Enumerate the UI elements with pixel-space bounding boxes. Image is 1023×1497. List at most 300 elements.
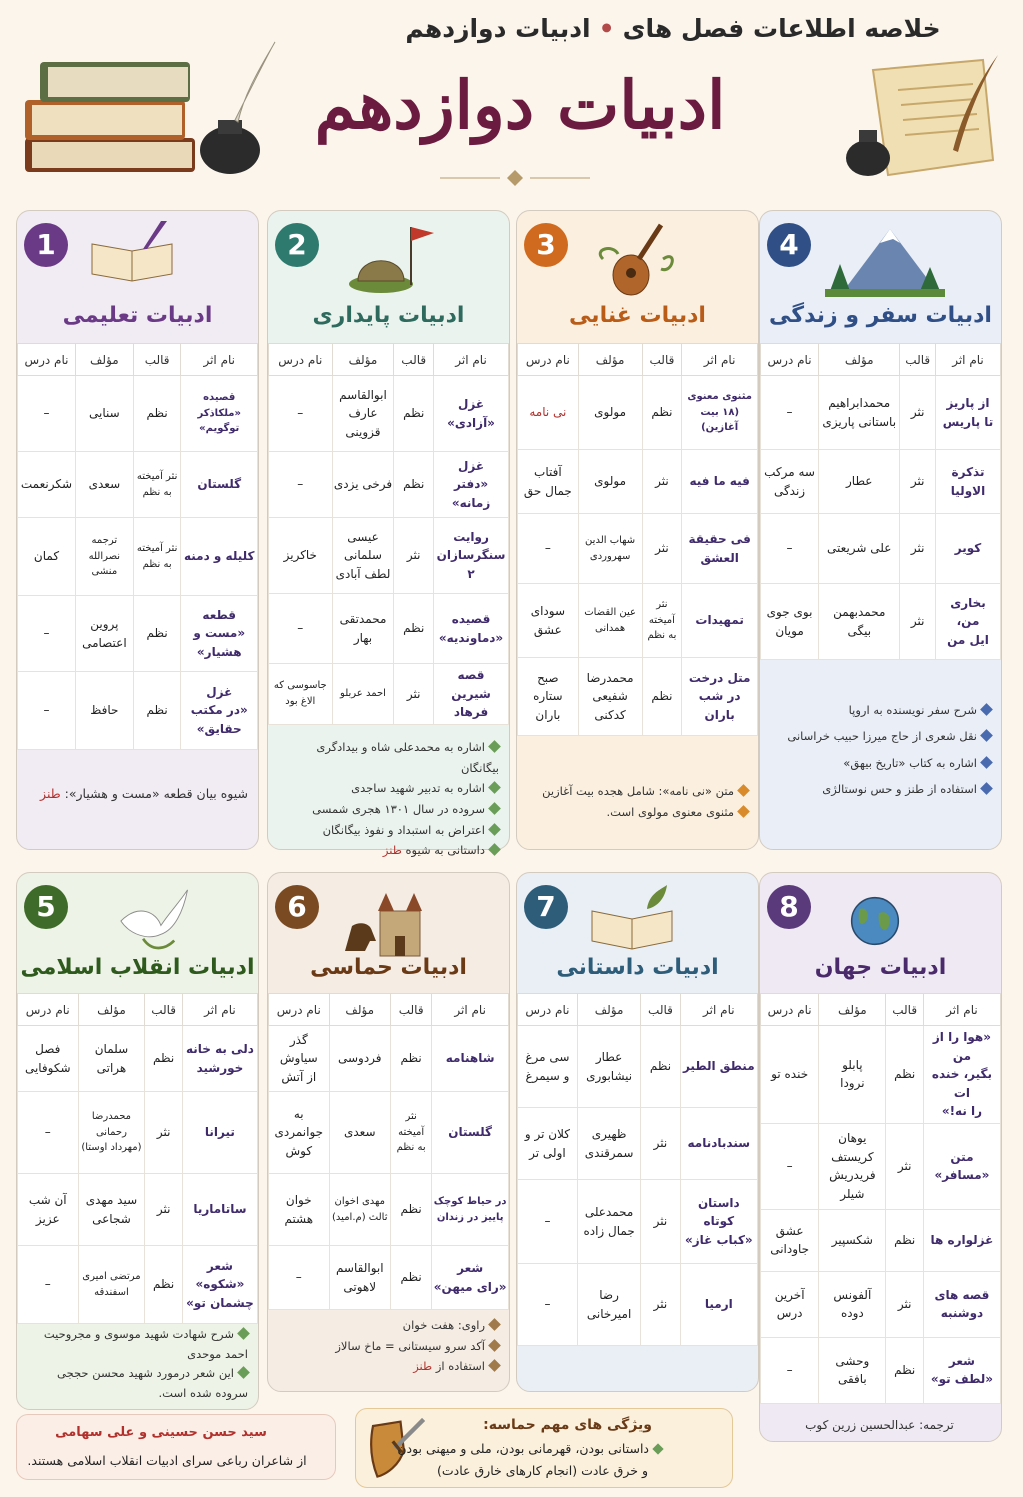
form-cell: نثر — [900, 376, 936, 450]
table-row — [269, 1026, 509, 1092]
note-item — [276, 820, 499, 841]
note-text: داستانی به شیوه — [405, 843, 485, 858]
bullet-icon — [652, 1443, 663, 1454]
table-header-row — [269, 344, 509, 376]
ornament-divider-icon — [440, 168, 590, 188]
works-table — [760, 343, 1001, 660]
note-text: آکد سرو سیستانی = ماخ سالاز — [335, 1338, 485, 1353]
lesson-cell: – — [761, 514, 819, 584]
author-cell: مهدی اخوان ثالث (م.امید) — [329, 1174, 390, 1246]
panel-1 — [16, 210, 259, 850]
table-row — [518, 514, 758, 584]
form-cell: نظم — [641, 1026, 680, 1108]
lesson-cell: آن شب عزیز — [18, 1174, 79, 1246]
note-text: شرح شهادت شهید موسوی و مجروحیت احمد موحدی — [43, 1327, 248, 1361]
author-cell: فردوسی — [329, 1026, 390, 1092]
note-text: راوی: هفت خوان — [402, 1318, 485, 1332]
lesson-cell: به جوانمردی کوش — [269, 1092, 330, 1174]
work-cell: شعر «شکوه» چشمان تو» — [182, 1246, 257, 1324]
form-cell: نثر — [394, 518, 434, 594]
work-cell: بخاری من، ایل من — [936, 584, 1001, 660]
lesson-cell: سی مرغ و سیمرغ — [518, 1026, 578, 1108]
author-cell: محمدرضا رحمانی (مهرداد اوستا) — [78, 1092, 145, 1174]
works-table — [17, 993, 258, 1324]
lesson-cell: – — [18, 672, 76, 750]
col-lesson: نام درس — [269, 994, 330, 1026]
form-cell: نظم — [145, 1026, 182, 1092]
col-lesson: نام درس — [518, 994, 578, 1026]
author-cell: سعدی — [75, 452, 133, 518]
work-cell: غزل «در مکتب حقایق» — [181, 672, 258, 750]
poets-text: از شاعران رباعی سرای ادبیات انقلاب اسلامی هستند. — [27, 1453, 307, 1468]
note-item — [525, 802, 748, 823]
work-cell: دلی به خانه خورشید — [182, 1026, 257, 1092]
lesson-cell: – — [269, 594, 333, 664]
author-cell: محمدعلی جمال زاده — [577, 1180, 640, 1264]
author-cell: محمدبهمن بیگی — [819, 584, 900, 660]
author-cell: پابلو نرودا — [819, 1026, 886, 1124]
panel-3 — [516, 210, 759, 850]
lesson-cell: خنده تو — [761, 1026, 819, 1124]
col-work: نام اثر — [181, 344, 258, 376]
col-form: قالب — [394, 344, 434, 376]
lesson-cell: شکرنعمت — [18, 452, 76, 518]
note-item — [25, 1364, 248, 1403]
work-cell: کویر — [936, 514, 1001, 584]
col-form: قالب — [145, 994, 182, 1026]
note-item — [276, 799, 499, 820]
lesson-cell: سودای عشق — [518, 584, 579, 658]
form-cell: نظم — [390, 1246, 431, 1310]
mountain-landscape-icon — [820, 219, 950, 299]
work-cell: قطعه «مست و هشیار» — [181, 596, 258, 672]
panel-title: ادبیات تعلیمی — [62, 303, 213, 328]
lesson-cell: – — [18, 376, 76, 452]
lesson-cell: جاسوسی که الاغ بود — [269, 664, 333, 725]
form-cell: نثر — [886, 1271, 923, 1337]
helmet-flag-icon — [346, 219, 436, 299]
panel-notes — [276, 737, 499, 861]
bullet-icon — [488, 782, 501, 795]
table-row — [18, 518, 258, 596]
note-item — [276, 1315, 499, 1336]
subtitle-main: خلاصه اطلاعات فصل های — [622, 14, 941, 43]
form-cell: نثر آمیخته به نظم — [133, 518, 181, 596]
work-cell: غزل «دفتر زمانه» — [434, 452, 509, 518]
form-cell: نظم — [642, 658, 682, 736]
header — [0, 0, 1023, 200]
table-header-row — [269, 994, 509, 1026]
author-cell: پروین اعتصامی — [75, 596, 133, 672]
panel-number-badge: 1 — [24, 223, 68, 267]
note-red: طنز — [382, 843, 402, 858]
table-row — [518, 376, 758, 450]
author-cell: وحشی بافقی — [819, 1337, 886, 1403]
panel-title: ادبیات حماسی — [310, 955, 467, 980]
table-row — [761, 514, 1001, 584]
table-row — [518, 450, 758, 514]
note-item — [276, 1336, 499, 1357]
author-cell: آلفونس دوده — [819, 1271, 886, 1337]
form-cell: نثر — [900, 450, 936, 514]
open-book-icon — [587, 881, 677, 961]
panel-notes — [25, 783, 248, 806]
table-row — [269, 1174, 509, 1246]
panel-number-badge: 7 — [524, 885, 568, 929]
panel-number-badge: 3 — [524, 223, 568, 267]
panel-6 — [267, 872, 510, 1392]
table-row — [18, 672, 258, 750]
lesson-cell: گذر سیاوش از آتش — [269, 1026, 330, 1092]
dove-icon — [112, 881, 192, 961]
table-row — [269, 1246, 509, 1310]
lesson-cell: – — [761, 376, 819, 450]
open-book-quill-icon — [87, 219, 177, 299]
col-author: مؤلف — [578, 344, 642, 376]
col-lesson: نام درس — [761, 344, 819, 376]
lesson-cell: – — [761, 1123, 819, 1209]
work-cell: در حیاط کوچک پاییز در زندان — [432, 1174, 509, 1246]
note-text: اعتراض به استبداد و نفوذ بیگانگان — [322, 822, 485, 837]
panel-8 — [759, 872, 1002, 1442]
col-lesson: نام درس — [761, 994, 819, 1026]
note-item — [768, 697, 991, 723]
bullet-icon — [488, 740, 501, 753]
col-work: نام اثر — [432, 994, 509, 1026]
note-item — [276, 1356, 499, 1377]
table-row — [761, 584, 1001, 660]
author-cell: ابوالقاسم لاهوتی — [329, 1246, 390, 1310]
col-form: قالب — [642, 344, 682, 376]
col-work: نام اثر — [923, 994, 1000, 1026]
works-table — [268, 343, 509, 725]
panel-title: ادبیات سفر و زندگی — [769, 303, 992, 328]
author-cell: احمد عربلو — [332, 664, 394, 725]
work-cell: تیرانا — [182, 1092, 257, 1174]
table-row — [518, 1264, 758, 1346]
lesson-cell: آفتاب جمال حق — [518, 450, 579, 514]
work-cell: تمهیدات — [682, 584, 758, 658]
form-cell: نثر آمیخته به نظم — [642, 584, 682, 658]
panel-notes — [25, 1325, 248, 1403]
note-text: اشاره به تدبیر شهید ساجدی — [351, 781, 485, 796]
col-work: نام اثر — [680, 994, 757, 1026]
note-item — [768, 723, 991, 749]
table-row — [269, 518, 509, 594]
poets-names: سید حسن حسینی و علی سهامی — [55, 1425, 267, 1440]
col-form: قالب — [900, 344, 936, 376]
author-cell: مرتضی امیری اسفندقه — [78, 1246, 145, 1324]
bullet-icon — [980, 782, 993, 795]
table-row — [18, 1246, 258, 1324]
note-item — [276, 840, 499, 861]
note-text: این شعر درمورد شهید محسن حججی سروده شده است. — [57, 1366, 248, 1400]
lesson-cell: عشق جاودانی — [761, 1209, 819, 1271]
subtitle-dot-icon: • — [598, 14, 615, 43]
note-text: متن «نی نامه»: شامل هجده بیت آغازین — [542, 784, 734, 798]
author-cell: سنایی — [75, 376, 133, 452]
work-cell: قصیده «ملکاذکر توگویم» — [181, 376, 258, 452]
bullet-icon — [237, 1366, 250, 1379]
note-item — [25, 1325, 248, 1364]
note-red: طنز — [40, 786, 61, 801]
panel-number-badge: 8 — [767, 885, 811, 929]
bullet-icon — [488, 802, 501, 815]
lesson-cell: – — [761, 1337, 819, 1403]
note-text: نقل شعری از حاج میرزا حبیب خراسانی — [787, 729, 977, 744]
work-cell: داستان کوتاه «کباب غاز» — [680, 1180, 757, 1264]
epic-features-line1 — [397, 1441, 662, 1456]
epic-features-line2: و خرق عادت (انجام کارهای خارق عادت) — [437, 1463, 648, 1478]
col-work: نام اثر — [434, 344, 509, 376]
work-cell: مثنوی معنوی (۱۸ بیت آغازین) — [682, 376, 758, 450]
bullet-icon — [488, 844, 501, 857]
table-row — [269, 452, 509, 518]
form-cell: نثر آمیخته به نظم — [133, 452, 181, 518]
note-item — [276, 737, 499, 778]
table-row — [269, 1092, 509, 1174]
col-author: مؤلف — [577, 994, 640, 1026]
panel-7 — [516, 872, 759, 1392]
form-cell: نثر — [900, 584, 936, 660]
panel-title: ادبیات غنایی — [569, 303, 706, 328]
lesson-cell: کلان تر و اولی تر — [518, 1108, 578, 1180]
bullet-icon — [980, 730, 993, 743]
note-text: اشاره به کتاب «تاریخ بیهق» — [843, 755, 977, 770]
panel-title: ادبیات داستانی — [556, 955, 719, 980]
lesson-cell: صبح ستاره باران — [518, 658, 579, 736]
col-work: نام اثر — [182, 994, 257, 1026]
col-author: مؤلف — [75, 344, 133, 376]
author-cell: سعدی — [329, 1092, 390, 1174]
form-cell: نثر — [642, 450, 682, 514]
lesson-cell: خاکریز — [269, 518, 333, 594]
author-cell: محمدتقی بهار — [332, 594, 394, 664]
table-row — [269, 376, 509, 452]
form-cell: نظم — [886, 1337, 923, 1403]
author-cell: سلمان هراتی — [78, 1026, 145, 1092]
bullet-icon — [980, 756, 993, 769]
author-cell: فرخی یزدی — [332, 452, 394, 518]
panel-number-badge: 4 — [767, 223, 811, 267]
works-table — [268, 993, 509, 1310]
col-form: قالب — [133, 344, 181, 376]
lesson-cell: نی نامه — [518, 376, 579, 450]
form-cell: نثر — [145, 1092, 182, 1174]
form-cell: نثر — [145, 1174, 182, 1246]
author-cell: شکسپیر — [819, 1209, 886, 1271]
epic-features-text: داستانی بودن، قهرمانی بودن، ملی و میهنی بودن — [397, 1441, 649, 1456]
work-cell: روایت سنگرسازان ۲ — [434, 518, 509, 594]
work-cell: فی حقیقة العشق — [682, 514, 758, 584]
subtitle-book: ادبیات دوازدهم — [405, 14, 591, 43]
form-cell: نظم — [642, 376, 682, 450]
lesson-cell: – — [18, 1246, 79, 1324]
col-lesson: نام درس — [518, 344, 579, 376]
form-cell: نثر — [641, 1108, 680, 1180]
scroll-inkwell-icon — [833, 50, 1003, 180]
panel-number-badge: 5 — [24, 885, 68, 929]
form-cell: نظم — [390, 1026, 431, 1092]
note-item — [276, 778, 499, 799]
table-row — [518, 1026, 758, 1108]
form-cell: نثر آمیخته به نظم — [390, 1092, 431, 1174]
table-row — [269, 664, 509, 725]
form-cell: نظم — [886, 1209, 923, 1271]
lesson-cell: بوی جوی مویان — [761, 584, 819, 660]
castle-horse-icon — [340, 881, 430, 961]
col-work: نام اثر — [682, 344, 758, 376]
form-cell: نثر — [394, 664, 434, 725]
form-cell: نظم — [394, 452, 434, 518]
col-lesson: نام درس — [269, 344, 333, 376]
work-cell: قصه های دوشنبه — [923, 1271, 1000, 1337]
col-form: قالب — [886, 994, 923, 1026]
table-row — [518, 658, 758, 736]
work-cell: کلیله و دمنه — [181, 518, 258, 596]
col-form: قالب — [390, 994, 431, 1026]
form-cell: نظم — [133, 672, 181, 750]
author-cell: عین القضات همدانی — [578, 584, 642, 658]
panel-footnote: ترجمه: عبدالحسین زرین کوب — [805, 1418, 954, 1432]
table-row — [761, 1337, 1001, 1403]
form-cell: نثر — [641, 1264, 680, 1346]
author-cell: مولوی — [578, 450, 642, 514]
author-cell: حافظ — [75, 672, 133, 750]
work-cell: تذکرة الاولیا — [936, 450, 1001, 514]
works-table — [517, 343, 758, 736]
table-row — [761, 376, 1001, 450]
table-row — [18, 452, 258, 518]
form-cell: نظم — [394, 594, 434, 664]
col-form: قالب — [641, 994, 680, 1026]
form-cell: نثر — [886, 1123, 923, 1209]
col-author: مؤلف — [332, 344, 394, 376]
author-cell: سید مهدی شجاعی — [78, 1174, 145, 1246]
form-cell: نظم — [133, 596, 181, 672]
bullet-icon — [737, 805, 750, 818]
lesson-cell: کمان — [18, 518, 76, 596]
globe-icon — [840, 881, 910, 961]
work-cell: قصه شیرین فرهاد — [434, 664, 509, 725]
note-text: شرح سفر نویسنده به اروپا — [848, 703, 977, 717]
author-cell: مولوی — [578, 376, 642, 450]
work-cell: ساتاماریا — [182, 1174, 257, 1246]
lesson-cell: – — [269, 452, 333, 518]
author-cell: ابوالقاسم عارف قزوینی — [332, 376, 394, 452]
note-item — [768, 750, 991, 776]
bullet-icon — [980, 703, 993, 716]
work-cell: گلستان — [181, 452, 258, 518]
table-row — [761, 1026, 1001, 1124]
lesson-cell: خوان هشتم — [269, 1174, 330, 1246]
works-table — [760, 993, 1001, 1404]
form-cell: نظم — [145, 1246, 182, 1324]
bullet-icon — [488, 1318, 501, 1331]
note-text: سروده در سال ۱۳۰۱ هجری شمسی — [312, 802, 485, 817]
panel-title: ادبیات انقلاب اسلامی — [20, 955, 255, 980]
lesson-cell: سه مرکب زندگی — [761, 450, 819, 514]
form-cell: نثر — [641, 1180, 680, 1264]
work-cell: «هوا را از من بگیر، خنده ات را نه!» — [923, 1026, 1000, 1124]
table-row — [18, 1092, 258, 1174]
author-cell: شهاب الدین سهروردی — [578, 514, 642, 584]
panel-number-badge: 6 — [275, 885, 319, 929]
author-cell: عطار نیشابوری — [577, 1026, 640, 1108]
table-row — [761, 450, 1001, 514]
panel-notes — [525, 781, 748, 822]
note-text: اشاره به محمدعلی شاه و بیدادگری بیگانگان — [316, 740, 499, 775]
note-text: استفاده از طنز و حس نوستالژی — [822, 782, 977, 797]
author-cell: یوهان کریستف فریدریش شیلر — [819, 1123, 886, 1209]
bullet-icon — [488, 1360, 501, 1373]
note-red: طنز — [413, 1359, 433, 1374]
table-row — [18, 376, 258, 452]
page-subtitle — [363, 14, 983, 43]
work-cell: متن «مسافر» — [923, 1123, 1000, 1209]
table-header-row — [761, 344, 1001, 376]
table-row — [269, 594, 509, 664]
col-author: مؤلف — [819, 994, 886, 1026]
table-header-row — [518, 344, 758, 376]
lute-instrument-icon — [593, 219, 683, 299]
table-header-row — [18, 344, 258, 376]
lesson-cell: – — [269, 1246, 330, 1310]
table-header-row — [18, 994, 258, 1026]
work-cell: سندبادنامه — [680, 1108, 757, 1180]
works-table — [17, 343, 258, 750]
author-cell: ترجمه نصرالله منشی — [75, 518, 133, 596]
col-lesson: نام درس — [18, 344, 76, 376]
form-cell: نثر — [900, 514, 936, 584]
form-cell: نظم — [133, 376, 181, 452]
lesson-cell: – — [518, 514, 579, 584]
table-row — [518, 1180, 758, 1264]
col-lesson: نام درس — [18, 994, 79, 1026]
panel-4 — [759, 210, 1002, 850]
work-cell: غزلواره ها — [923, 1209, 1000, 1271]
work-cell: ارمیا — [680, 1264, 757, 1346]
note-text: شیوه بیان قطعه «مست و هشیار»: — [64, 786, 248, 801]
form-cell: نظم — [394, 376, 434, 452]
table-row — [518, 1108, 758, 1180]
work-cell: فیه ما فیه — [682, 450, 758, 514]
lesson-cell: – — [18, 1092, 79, 1174]
note-item — [525, 781, 748, 802]
note-item — [768, 776, 991, 802]
panel-5 — [16, 872, 259, 1410]
author-cell: علی شریعتی — [819, 514, 900, 584]
lesson-cell: – — [518, 1264, 578, 1346]
form-cell: نظم — [886, 1026, 923, 1124]
epic-features-box — [355, 1408, 733, 1488]
lesson-cell: آخرین درس — [761, 1271, 819, 1337]
work-cell: شاهنامه — [432, 1026, 509, 1092]
lesson-cell: فصل شکوفایی — [18, 1026, 79, 1092]
work-cell: شعر «رای میهن» — [432, 1246, 509, 1310]
epic-features-title: ویژگی های مهم حماسه: — [483, 1417, 652, 1433]
author-cell: محمدابراهیم باستانی پاریزی — [819, 376, 900, 450]
author-cell: محمدرضا شفیعی کدکنی — [578, 658, 642, 736]
table-row — [761, 1123, 1001, 1209]
bullet-icon — [237, 1327, 250, 1340]
table-row — [518, 584, 758, 658]
bullet-icon — [488, 823, 501, 836]
work-cell: شعر «لطف تو» — [923, 1337, 1000, 1403]
col-author: مؤلف — [819, 344, 900, 376]
note-text: استفاده از — [435, 1359, 485, 1374]
col-author: مؤلف — [329, 994, 390, 1026]
